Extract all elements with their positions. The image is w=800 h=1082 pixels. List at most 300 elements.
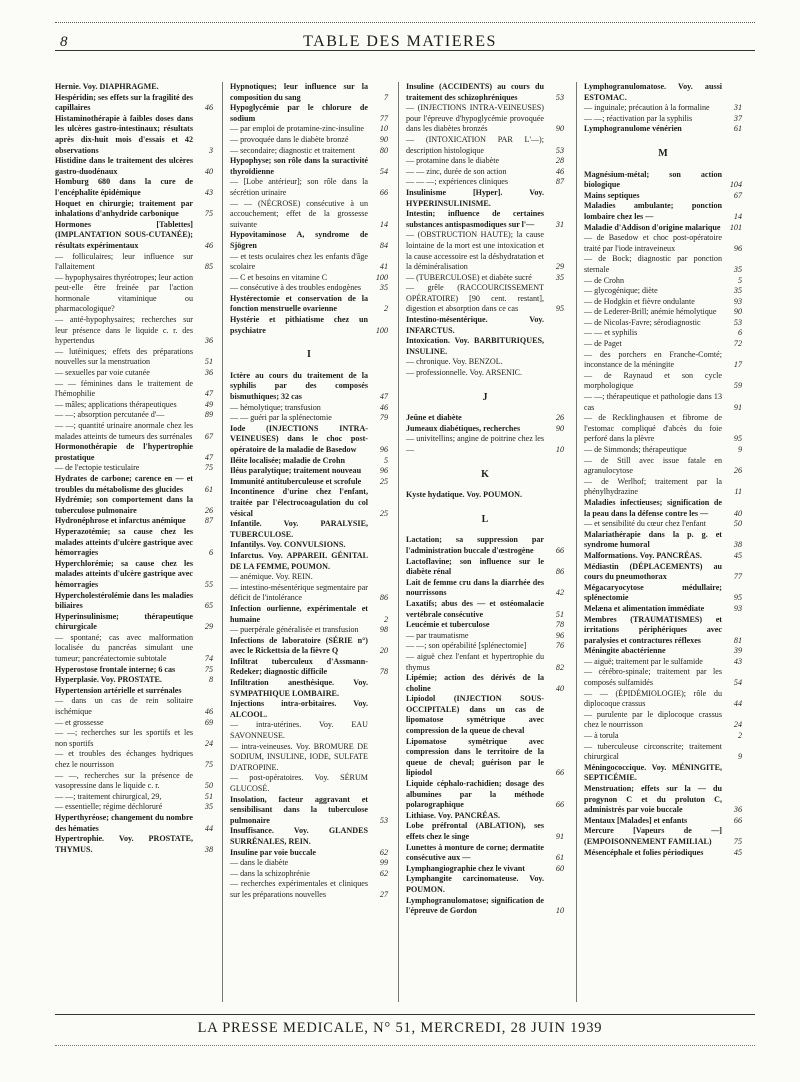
entry-text: — (INJECTIONS INTRA-VEINEUSES) pour l'épreuve d'hypoglycémie provoquée dans les diabètes bronzés [406, 103, 544, 134]
index-column-3 [406, 82, 564, 917]
index-entry [406, 209, 564, 230]
entry-text: — secondaire; diagnostic et traitement [230, 145, 355, 155]
index-entry [406, 578, 564, 599]
entry-text: Mésencéphale et folies périodiques [584, 847, 704, 857]
section-letter: L [481, 513, 489, 525]
entry-page-number: 38 [204, 844, 213, 854]
entry-page-number: 10 [555, 906, 564, 916]
index-entry [584, 318, 742, 329]
index-entry [230, 572, 388, 583]
index-entry [406, 535, 564, 556]
entry-text: — de Crohn [584, 275, 625, 285]
entry-page-number: 25 [379, 508, 388, 518]
entry-text: Malariathérapie dans la p. g. et syndrome humoral [584, 529, 722, 550]
entry-text: Hypoglycémie par le chlorure de sodium [230, 103, 368, 123]
entry-page-number: 79 [379, 413, 388, 423]
index-entry [230, 869, 388, 880]
index-entry [55, 114, 213, 156]
column-separator [398, 82, 399, 1002]
index-entry [55, 421, 213, 442]
entry-text: Mains septiques [584, 190, 640, 200]
entry-page-number: 28 [555, 156, 564, 166]
entry-text: — de Bock; diagnostic par ponction sternale [584, 254, 722, 274]
index-entry [230, 742, 388, 774]
entry-text: — à torula [584, 731, 619, 741]
index-entry [584, 328, 742, 339]
entry-text: Hormones [Tablettes] (IMPLANTATION SOUS-CUTANÉE); résultats expérimentaux [55, 219, 193, 250]
entry-page-number: 69 [204, 717, 213, 727]
entry-text: — dans le diabète [230, 858, 289, 868]
entry-text: Intestin; influence de certaines substances antispasmodiques sur l'— [406, 209, 544, 229]
entry-text: Hyperplasie. Voy. PROSTATE. [55, 675, 162, 685]
index-entry [55, 802, 213, 813]
entry-page-number: 5 [383, 455, 388, 465]
index-entry [55, 177, 213, 198]
entry-page-number: 35 [379, 283, 388, 293]
index-entry [406, 811, 564, 822]
entry-text: — chronique. Voy. BENZOL. [406, 357, 503, 367]
entry-page-number: 51 [204, 357, 213, 367]
entry-page-number: 53 [379, 815, 388, 825]
entry-text: Lymphogranulome vénérien [584, 124, 682, 134]
index-entry [230, 82, 388, 103]
index-entry [230, 848, 388, 859]
index-entry [55, 495, 213, 516]
footer-bottom-rule [55, 1045, 755, 1046]
index-entry [406, 864, 564, 875]
entry-text: Leucémie et tuberculose [406, 620, 490, 630]
entry-text: Hoquet en chirurgie; traitement par inhalations d'anhydride carbonique [55, 198, 193, 219]
index-entry [230, 583, 388, 604]
index-entry [230, 273, 388, 284]
entry-page-number: 7 [383, 92, 388, 102]
entry-text: Hernie. Voy. DIAPHRAGME. [55, 82, 159, 91]
entry-text: Hyperchlorémie; sa cause chez les malades atteints d'ulcère gastrique avec hémorragies [55, 558, 193, 589]
section-letter: M [658, 147, 668, 159]
entry-page-number: 29 [555, 262, 564, 272]
entry-page-number: 89 [204, 410, 213, 420]
entry-page-number: 14 [379, 219, 388, 229]
entry-page-number: 35 [204, 802, 213, 812]
entry-page-number: 86 [379, 593, 388, 603]
entry-text: — — féminines dans le traitement de l'hémophilie [55, 378, 193, 399]
index-entry [55, 156, 213, 177]
index-entry [406, 641, 564, 652]
index-column-2 [230, 82, 388, 901]
entry-page-number: 59 [733, 381, 742, 391]
entry-text: Injections intra-orbitaires. Voy. ALCOOL. [230, 699, 368, 719]
entry-text: Iléite localisée; maladie de Crohn [230, 455, 345, 465]
entry-text: Jeûne et diabète [406, 413, 462, 423]
entry-page-number: 101 [729, 222, 742, 232]
index-entry [230, 773, 388, 794]
index-entry [584, 562, 742, 583]
index-entry [55, 273, 213, 315]
index-entry [406, 434, 564, 455]
index-entry [584, 551, 742, 562]
entry-text: Hespéridin; ses effets sur la fragilité des capillaires [55, 92, 193, 113]
entry-page-number: 36 [204, 368, 213, 378]
entry-text: Lymphogranulomatose. Voy. aussi ESTOMAC. [584, 82, 722, 102]
entry-text: — spontané; cas avec malformation localisée du pancréas simulant une tumeur; pancréatectomie subtotale [55, 632, 193, 664]
index-entry [584, 742, 742, 763]
entry-text: Lymphangite carcinomateuse. Voy. POUMON. [406, 874, 544, 894]
entry-text: — hémolytique; transfusion [230, 402, 321, 412]
index-entry [584, 530, 742, 551]
index-entry [55, 220, 213, 252]
entry-text: Histaminothérapie à faibles doses dans les ulcères gastro-intestinaux; résultats après dix-huit mois d'essais et 42 observations [55, 113, 193, 155]
entry-page-number: 96 [555, 630, 564, 640]
entry-page-number: 9 [737, 752, 742, 762]
entry-text: Malformations. Voy. PANCRÉAS. [584, 550, 702, 560]
entry-page-number: 46 [204, 707, 213, 717]
entry-text: Insuffisance. Voy. GLANDES SURRÉNALES, REIN. [230, 826, 368, 846]
entry-page-number: 50 [204, 781, 213, 791]
index-entry [230, 519, 388, 540]
entry-page-number: 26 [204, 505, 213, 515]
entry-page-number: 45 [733, 847, 742, 857]
entry-page-number: 24 [204, 738, 213, 748]
entry-page-number: 46 [204, 103, 213, 113]
entry-page-number: 67 [204, 431, 213, 441]
section-letter: K [481, 468, 489, 480]
entry-text: — aiguë chez l'enfant et hypertrophie du thymus [406, 651, 544, 672]
entry-text: Lithiase. Voy. PANCRÉAS. [406, 810, 501, 820]
entry-page-number: 38 [733, 540, 742, 550]
index-entry [55, 813, 213, 834]
entry-page-number: 75 [733, 836, 742, 846]
entry-text: Immunité antituberculeuse et scrofule [230, 476, 362, 486]
page-number: 8 [60, 34, 68, 50]
index-entry [584, 784, 742, 816]
entry-text: — (INTOXICATION PAR L'—); description histologique [406, 134, 544, 155]
entry-text: Liquide céphalo-rachidien; dosage des albumines par la méthode polarographique [406, 779, 544, 810]
entry-text: — [Lobe antérieur]; son rôle dans la sécrétion urinaire [230, 177, 368, 197]
entry-text: — aiguë; traitement par le sulfamide [584, 656, 703, 666]
index-entry [584, 710, 742, 731]
index-entry [55, 516, 213, 527]
entry-text: — purulente par le diplocoque crassus chez le nourrisson [584, 709, 722, 730]
index-entry [230, 283, 388, 294]
index-entry [55, 696, 213, 717]
entry-text: Médiastin (DÉPLACEMENTS) au cours du pneumothorax [584, 561, 722, 582]
entry-text: Mercure [Vapeurs de —] (EMPOISONNEMENT FAMILIAL) [584, 826, 722, 846]
section-letter: I [307, 349, 311, 361]
entry-page-number: 14 [733, 211, 742, 221]
entry-page-number: 46 [204, 240, 213, 250]
entry-page-number: 10 [379, 124, 388, 134]
entry-page-number: 40 [555, 683, 564, 693]
index-entry [584, 413, 742, 445]
entry-page-number: 53 [733, 317, 742, 327]
entry-page-number: 96 [379, 466, 388, 476]
index-entry [406, 821, 564, 842]
entry-page-number: 67 [733, 190, 742, 200]
entry-page-number: 29 [204, 622, 213, 632]
entry-text: Hypophyse; son rôle dans la suractivité thyroïdienne [230, 156, 368, 176]
column-separator [222, 82, 223, 1002]
entry-text: Jumeaux diabétiques, recherches [406, 423, 521, 433]
entry-text: Infarctus. Voy. APPAREIL GÉNITAL DE LA FEMME, POUMON. [230, 550, 368, 571]
entry-text: Hyperostose frontale interne; 6 cas [55, 664, 176, 674]
entry-text: Intoxication. Voy. BARBITURIQUES, INSULINE. [406, 336, 544, 356]
entry-page-number: 75 [204, 760, 213, 769]
entry-page-number: 66 [733, 815, 742, 825]
index-entry [230, 294, 388, 315]
entry-text: Histidine dans le traitement des ulcères gastro-duodénaux [55, 156, 193, 176]
entry-text: Insolation, facteur aggravant et sensibilisant dans la tuberculose pulmonaire [230, 794, 368, 825]
entry-text: Intestino-mésentérique. Voy. INFARCTUS. [406, 315, 544, 335]
index-entry [406, 368, 564, 379]
entry-page-number: 2 [383, 614, 388, 624]
index-entry [406, 230, 564, 272]
entry-text: — —; quantité urinaire anormale chez les malades atteints de tumeurs des surrénales [55, 421, 193, 441]
index-entry [230, 551, 388, 572]
entry-text: Hypercholestérolémie dans les maladies biliaires [55, 590, 193, 611]
index-entry [230, 135, 388, 146]
index-entry [584, 201, 742, 222]
index-entry [584, 82, 742, 103]
index-entry [230, 636, 388, 657]
index-entry [584, 604, 742, 615]
index-entry [55, 93, 213, 114]
index-entry [55, 410, 213, 421]
entry-page-number: 104 [729, 180, 742, 190]
entry-page-number: 50 [733, 519, 742, 529]
entry-page-number: 90 [555, 124, 564, 134]
entry-text: Hydrates de carbone; carence en — et troubles du métabolisme des glucides [55, 473, 193, 494]
index-entry [406, 424, 564, 435]
index-entry [55, 315, 213, 347]
entry-text: Hypertension artérielle et surrénales [55, 685, 182, 695]
index-entry [55, 834, 213, 855]
entry-page-number: 46 [379, 402, 388, 412]
index-entry [230, 124, 388, 135]
entry-text: — (TUBERCULOSE) et diabète sucré [406, 272, 532, 282]
entry-page-number: 66 [555, 800, 564, 810]
index-entry [230, 424, 388, 456]
index-column-4 [584, 82, 742, 858]
index-entry [55, 379, 213, 400]
entry-page-number: 41 [379, 262, 388, 272]
index-entry [55, 686, 213, 697]
entry-page-number: 9 [737, 445, 742, 454]
entry-page-number: 35 [733, 286, 742, 296]
entry-page-number: 100 [375, 325, 388, 335]
index-entry [55, 771, 213, 792]
index-entry [55, 591, 213, 612]
entry-page-number: 62 [379, 868, 388, 878]
entry-text: — de Basedow et choc post-opératoire traité par l'iode intraveineux [584, 233, 722, 253]
entry-text: Hyperthyréose; changement du nombre des hématies [55, 812, 193, 833]
index-entry [406, 82, 564, 103]
index-entry [584, 254, 742, 275]
entry-text: — (OBSTRUCTION HAUTE); la cause lointaine de la mort est une intoxication et la cause accessoire est la déshydratation et la déminéralisation [406, 230, 544, 272]
entry-text: — de Hodgkin et fièvre ondulante [584, 296, 695, 306]
entry-text: — lutéiniques; effets des préparations nouvelles sur la menstruation [55, 346, 193, 367]
entry-page-number: 98 [379, 625, 388, 635]
entry-text: — —, recherches sur la présence de vasopressine dans le liquide c. r. [55, 770, 193, 791]
index-entry [230, 466, 388, 477]
entry-text: — de Still avec issue fatale en agranulocytose [584, 455, 722, 476]
entry-page-number: 76 [555, 641, 564, 651]
entry-text: Lait de femme cru dans la diarrhée des nourrissons [406, 577, 544, 598]
index-entry [406, 188, 564, 209]
footer-rule [55, 1014, 755, 1015]
index-entry [406, 673, 564, 694]
index-entry [584, 350, 742, 371]
entry-text: Hystérie et pithiatisme chez un psychiatre [230, 315, 368, 335]
index-entry [406, 273, 564, 284]
entry-text: — puerpérale généralisée et transfusion [230, 625, 359, 635]
index-entry [584, 657, 742, 668]
index-entry [406, 357, 564, 368]
entry-text: Ictère au cours du traitement de la syphilis par des composés bismuthiques; 32 cas [230, 370, 368, 402]
entry-page-number: 91 [733, 402, 742, 412]
index-entry [584, 615, 742, 647]
index-entry [584, 286, 742, 297]
index-entry [230, 103, 388, 124]
column-separator [576, 82, 577, 1002]
entry-page-number: 86 [555, 567, 564, 577]
index-entry [230, 795, 388, 827]
entry-text: — — (ÉPIDÉMIOLOGIE); rôle du diplocoque crassus [584, 688, 722, 709]
entry-page-number: 2 [737, 731, 742, 741]
index-entry [584, 689, 742, 710]
entry-page-number: 60 [555, 863, 564, 873]
entry-text: — —; absorption percutanée d'— [55, 410, 165, 420]
index-entry [406, 283, 564, 315]
index-entry [55, 612, 213, 633]
index-entry [406, 167, 564, 178]
entry-text: — hypophysaires thyréotropes; leur action peut-elle être freinée par l'action hormonale vitaminique ou pharmacologique? [55, 272, 194, 314]
entry-page-number: 85 [204, 262, 213, 272]
entry-text: Iléus paralytique; traitement nouveau [230, 466, 362, 476]
entry-text: — essentielle; régime déchloruré [55, 802, 163, 812]
entry-text: Lipémie; action des dérivés de la choline [406, 673, 544, 693]
entry-page-number: 6 [208, 548, 213, 558]
index-entry [230, 678, 388, 699]
index-entry [55, 749, 213, 770]
entry-text: Hormonothérapie de l'hypertrophie prostatique [55, 442, 193, 462]
index-entry [55, 347, 213, 368]
index-entry [55, 728, 213, 749]
entry-page-number: 61 [204, 484, 213, 494]
index-entry [55, 718, 213, 729]
entry-text: Incontinence d'urine chez l'enfant, traitée par l'électrocoagulation du col vésical [230, 487, 368, 518]
index-entry [584, 339, 742, 350]
index-entry [55, 252, 213, 273]
entry-page-number: 62 [379, 847, 388, 857]
entry-page-number: 40 [733, 508, 742, 518]
entry-text: Magnésium-métal; son action biologique [584, 169, 722, 190]
entry-text: Infections de laboratoire (SÉRIE n°) avec le Rickettsia de la fièvre Q [230, 635, 368, 656]
entry-text: Hypnotiques; leur influence sur la composition du sang [230, 82, 368, 102]
entry-text: — — zinc, durée de son action [406, 166, 507, 176]
entry-page-number: 26 [555, 413, 564, 423]
entry-text: Hypertrophie. Voy. PROSTATE, THYMUS. [55, 834, 193, 854]
index-entry [584, 371, 742, 392]
entry-page-number: 84 [379, 240, 388, 250]
index-entry [584, 731, 742, 742]
entry-page-number: 11 [734, 487, 742, 497]
index-entry [584, 124, 742, 135]
index-entry [55, 474, 213, 495]
entry-page-number: 99 [379, 858, 388, 868]
entry-text: Insulinisme [Hyper]. Voy. HYPERINSULINISME. [406, 187, 544, 208]
index-entry [55, 792, 213, 803]
entry-text: Méningococcique. Voy. MÉNINGITE, SEPTICÉMIE. [584, 762, 722, 783]
entry-text: — — —; expériences cliniques [406, 177, 509, 187]
index-entry [55, 463, 213, 474]
index-entry [230, 604, 388, 625]
entry-text: Menstruation; effets sur la — du progynon C et du proluton C, administrés par voie buccale [584, 784, 722, 815]
index-entry [584, 445, 742, 456]
section-letter: J [482, 391, 488, 403]
index-entry [55, 199, 213, 220]
index-entry [230, 230, 388, 251]
index-entry [230, 699, 388, 720]
entry-text: — anté-hypophysaires; recherches sur leur présence dans le liquide c. r. des hypertendus [55, 315, 193, 346]
entry-text: — et grossesse [55, 717, 104, 727]
entry-text: — — guéri par la splénectomie [230, 413, 332, 423]
index-entry [406, 843, 564, 864]
index-entry [584, 848, 742, 859]
entry-text: — de Recklinghausen et fibrome de l'estomac compliqué d'abcès du foie perforé dans la plèvre [584, 413, 722, 444]
entry-text: — univitellins; angine de poitrine chez les — [406, 434, 544, 454]
entry-text: — de Raynaud et son cycle morphologique [584, 370, 722, 391]
entry-text: — post-opératoires. Voy. SÉRUM GLUCOSÉ. [230, 773, 368, 793]
index-entry [584, 498, 742, 519]
entry-page-number: 25 [379, 476, 388, 486]
index-entry [230, 487, 388, 519]
entry-page-number: 31 [733, 103, 742, 113]
index-entry [230, 199, 388, 231]
index-entry [230, 156, 388, 177]
index-entry [584, 763, 742, 784]
entry-text: — et tests oculaires chez les enfants d'âge scolaire [230, 251, 368, 272]
index-entry [230, 371, 388, 403]
entry-text: — recherches expérimentales et cliniques sur les préparations nouvelles [230, 879, 368, 899]
entry-page-number: 51 [204, 791, 213, 801]
entry-text: — inguinale; précaution à la formaline [584, 103, 710, 113]
index-entry [230, 477, 388, 488]
entry-text: Membres (TRAUMATISMES) et irritations périphériques avec paralysies et contractures réflexes [584, 614, 722, 645]
entry-text: — de Simmonds; thérapeutique [584, 445, 687, 454]
index-entry [584, 667, 742, 688]
entry-text: — de Paget [584, 339, 622, 349]
entry-page-number: 90 [733, 307, 742, 317]
index-entry [406, 694, 564, 736]
index-entry [406, 156, 564, 167]
entry-page-number: 47 [204, 389, 213, 399]
index-entry [230, 413, 388, 424]
entry-text: Mégacaryocytose médullaire; splénectomie [584, 582, 722, 603]
entry-text: Lymphogranulomatose; signification de l'épreuve de Gordon [406, 895, 544, 916]
index-entry [584, 103, 742, 114]
entry-page-number: 90 [555, 423, 564, 433]
index-entry [406, 599, 564, 620]
entry-text: — consécutive à des troubles endogènes [230, 283, 362, 293]
entry-page-number: 5 [737, 275, 742, 285]
entry-text: Maladie d'Addison d'origine malarique [584, 222, 721, 232]
entry-text: — folliculaires; leur influence sur l'allaitement [55, 251, 193, 272]
entry-page-number: 36 [733, 805, 742, 815]
index-entry [55, 559, 213, 591]
journal-footer: LA PRESSE MEDICALE, N° 51, MERCREDI, 28 JUIN 1939 [197, 1020, 603, 1036]
index-entry [584, 276, 742, 287]
entry-page-number: 93 [733, 603, 742, 613]
